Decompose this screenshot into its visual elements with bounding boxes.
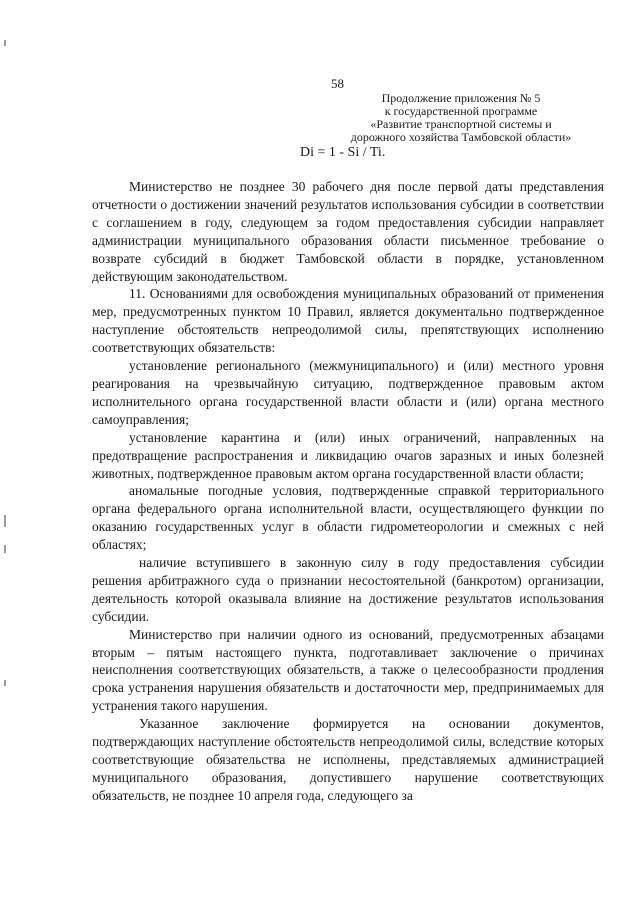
paragraph: аномальные погодные условия, подтвержденные справкой территориального органа федерального органа исполнительной власти, осуществляющего функции по оказанию государственных услуг в области гидрометеорологии и смежных с ней областях; [92, 483, 604, 553]
paragraph: установление карантина и (или) иных ограничений, направленных на предотвращение распространения и ликвидацию очагов заразных и иных болезней животных, подтвержденное правовым актом органа государственной власти области; [92, 429, 604, 481]
paragraph: 11. Основаниями для освобождения муниципальных образований от применения мер, предусмотренных пунктом 10 Правил, является документально подтвержденное наступление обстоятельств непреодолимой силы, препятствующих исполнению соответствующих обязательств: [92, 286, 604, 356]
scan-margin-mark [4, 40, 6, 46]
header-line: Продолжение приложения № 5 [381, 91, 541, 105]
header-line: дорожного хозяйства Тамбовской области» [350, 130, 572, 144]
paragraph: установление регионального (межмуниципального) и (или) местного уровня реагирования на чрезвычайную ситуацию, подтвержденное правовым актом исполнительного органа государственной власти области и (или) органа местного самоуправления; [92, 358, 604, 427]
page-number: 58 [331, 76, 344, 91]
paragraph: наличие вступившего в законную силу в году предоставления субсидии решения арбитражного суда о признании несостоятельной (банкротом) организации, деятельность которой оказывала влияние на достижение результатов использования субсидии. [92, 555, 604, 624]
paragraph: Указанное заключение формируется на основании документов, подтверждающих наступление обстоятельств непреодолимой силы, вследствие которых соответствующие обязательства не исполнены, представляемых администрацией муниципального образования, допустившего нарушение соответствующих обязательств, не позднее 10 апреля года, следующего за [92, 716, 604, 803]
header-line: к государственной программе [384, 104, 538, 118]
paragraph: Министерство при наличии одного из оснований, предусмотренных абзацами вторым – пятым настоящего пункта, подготавливает заключение о причинах неисполнения соответствующих обязательств, а также о целесообразности продления срока устранения нарушения обязательств и достаточности мер, предпринимаемых для устранения такого нарушения. [92, 626, 604, 714]
header-line: «Развитие транспортной системы и [370, 117, 552, 131]
paragraph: Министерство не позднее 30 рабочего дня после первой даты представления отчетности о достижении значений результатов использования субсидии в соответствии с соглашением в году, следующем за годом предоставления субсидии направляет администрации муниципального образования области письменное требование о возврате субсидий в бюджет Тамбовской области в порядке, установленном действующим законодательством. [92, 179, 604, 284]
formula: Di = 1 - Si / Ti. [300, 145, 386, 160]
document-body [92, 178, 604, 805]
appendix-header [326, 92, 596, 144]
scan-margin-mark [4, 545, 6, 553]
scan-margin-mark [4, 515, 6, 527]
scan-margin-mark [4, 680, 6, 686]
